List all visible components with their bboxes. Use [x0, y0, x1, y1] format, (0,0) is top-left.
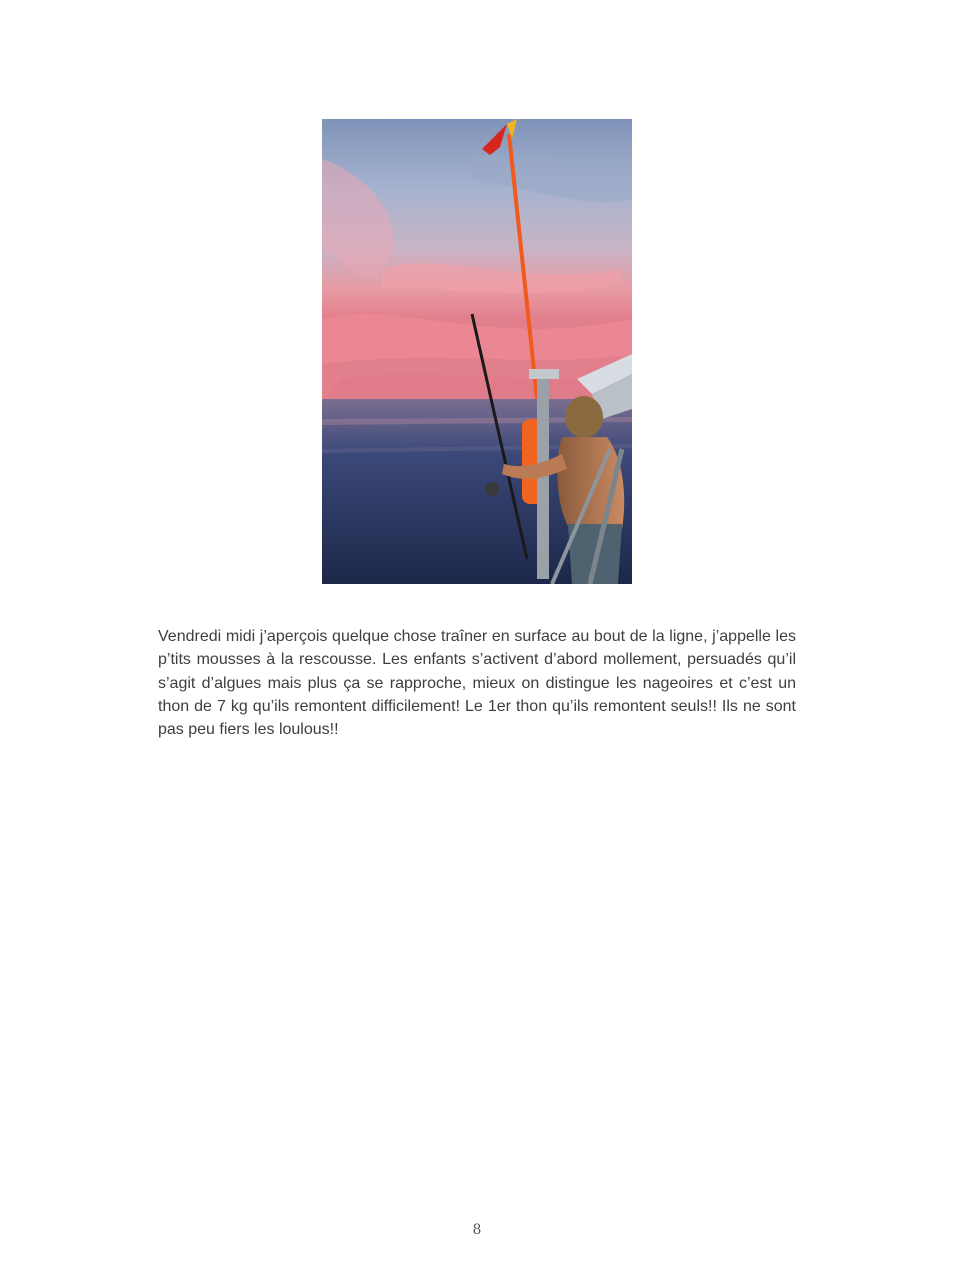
body-paragraph: Vendredi midi j’aperçois quelque chose traîner en surface au bout de la ligne, j’appelle les p’tits mousses à la rescousse. Les enfants s’activent d’abord mollement, persuadés qu’il s’agit d’algues mais plus ça se rapproche, mieux on distingue les nageoires et c’est un thon de 7 kg qu’ils remontent difficilement! Le 1er thon qu’ils remontent seuls!! Ils ne sont pas peu fiers les loulous!!	[158, 628, 796, 739]
page-number: 8	[472, 1222, 482, 1238]
photo-illustration	[322, 119, 632, 584]
sunset-fishing-photo	[322, 119, 632, 584]
